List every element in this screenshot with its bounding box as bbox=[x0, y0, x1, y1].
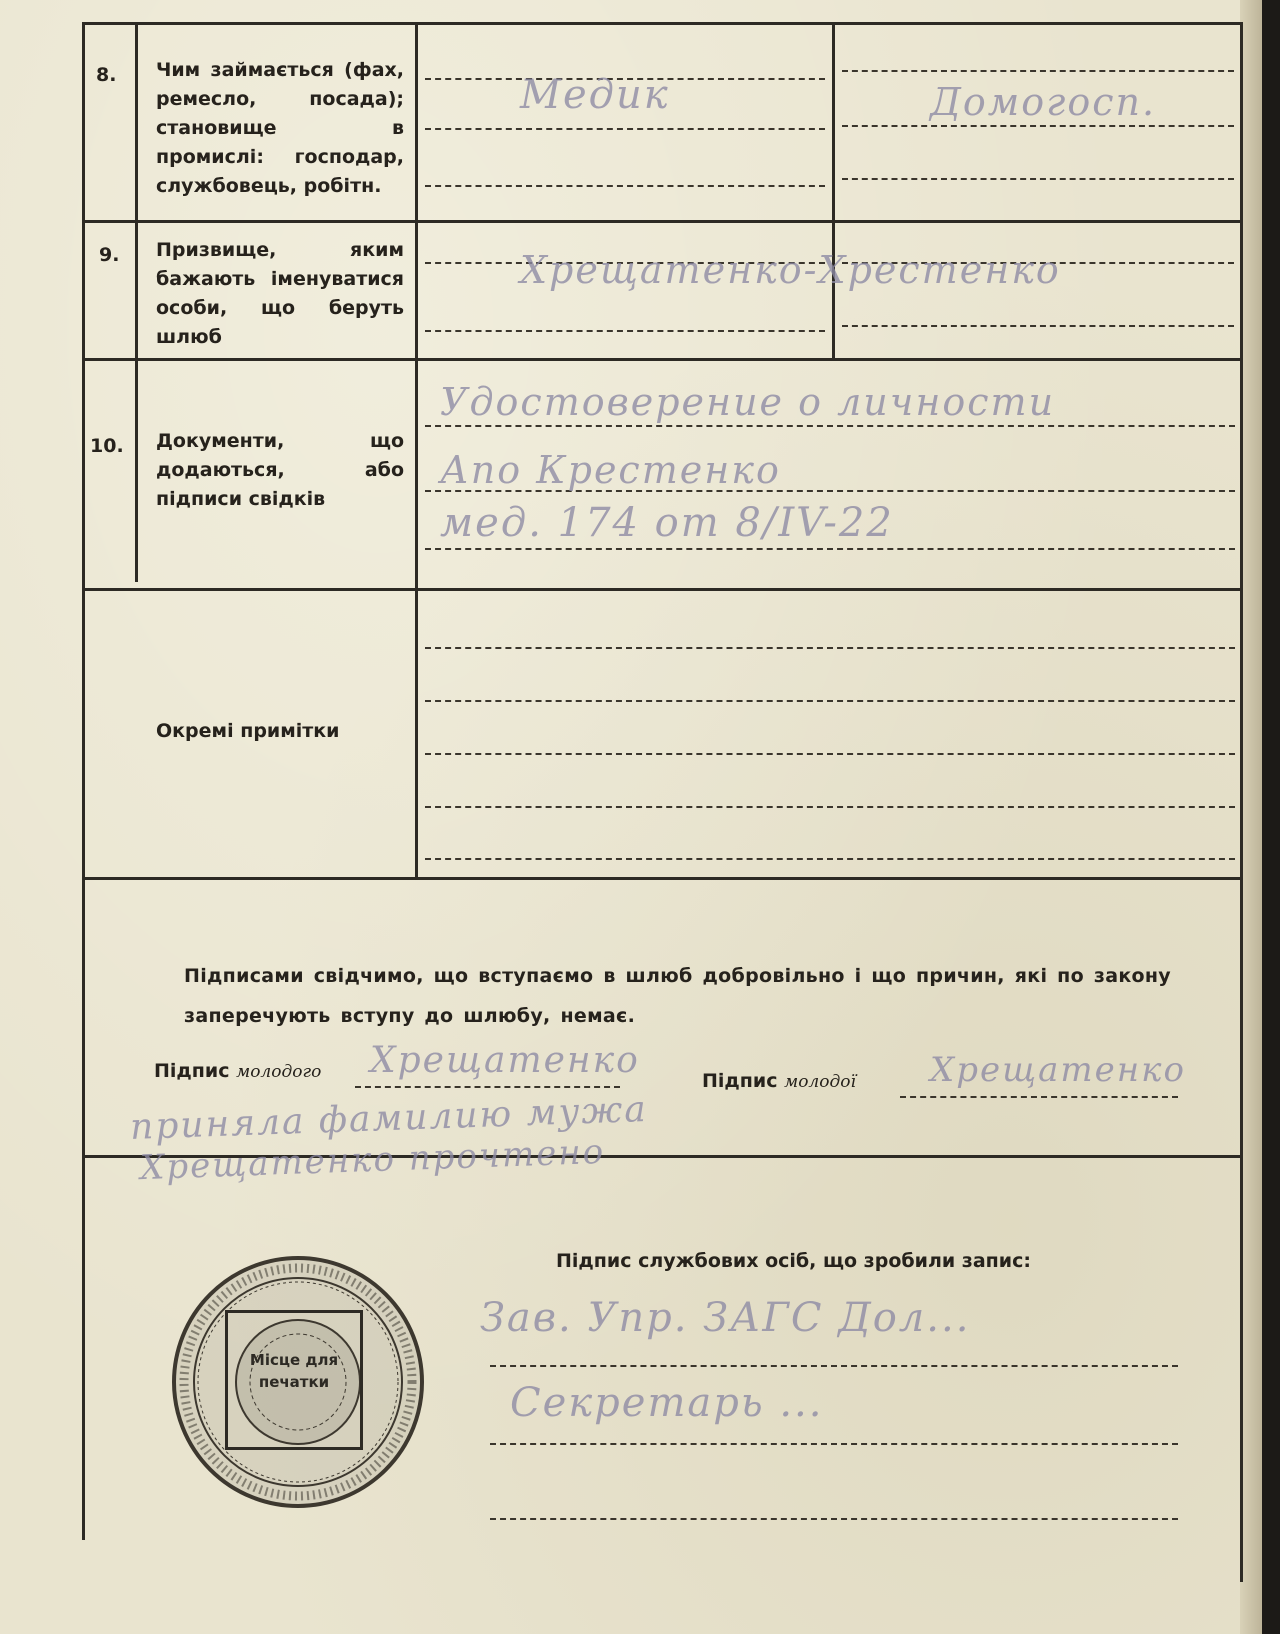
declaration-text: Підписами свідчимо, що вступаємо в шлюб добровільно і що причин, які по закону заперечують вступу до шлюбу, немає. bbox=[184, 965, 1171, 1027]
number-column-divider bbox=[135, 22, 138, 582]
row9-line bbox=[842, 325, 1234, 327]
row8-line bbox=[842, 125, 1234, 127]
label-column-divider bbox=[415, 22, 418, 877]
handwriting: Хрещатенко прочтено bbox=[139, 1131, 606, 1189]
row-label: Чим займається (фах, ремесло, посада); становище в промислі: господар, службовець, робітн. bbox=[156, 59, 404, 197]
row-label: Призвище, яким бажають іменуватися особи, що беруть шлюб bbox=[156, 239, 404, 348]
row8-bottom-border bbox=[82, 220, 1242, 223]
handwriting: Секретарь ... bbox=[510, 1380, 824, 1426]
row8-line bbox=[425, 185, 825, 187]
handwriting: Медик bbox=[520, 72, 670, 118]
row9-line bbox=[425, 330, 825, 332]
notes-line bbox=[425, 700, 1235, 702]
official-signature-line bbox=[490, 1443, 1178, 1445]
handwriting: Хрещатенко bbox=[930, 1050, 1186, 1090]
notes-line bbox=[425, 753, 1235, 755]
row-number: 10. bbox=[90, 435, 124, 457]
row-label: Документи, що додаються, або підписи свідків bbox=[156, 430, 404, 510]
row-number: 8. bbox=[96, 64, 117, 86]
handwriting: Апо Крестенко bbox=[440, 448, 781, 492]
official-signature-line bbox=[490, 1518, 1178, 1520]
notes-label: Окремі примітки bbox=[156, 720, 340, 742]
signature-word: молодого bbox=[236, 1062, 322, 1082]
place-for-seal-text: Місце для печатки bbox=[249, 1351, 339, 1391]
notes-line bbox=[425, 806, 1235, 808]
row10-bottom-border bbox=[82, 588, 1242, 591]
notes-line bbox=[425, 858, 1235, 860]
row-number: 9. bbox=[99, 244, 120, 266]
groom-signature-line bbox=[355, 1086, 620, 1088]
bride-signature-label bbox=[702, 1070, 856, 1092]
row9-bottom-border bbox=[82, 358, 1242, 361]
official-signature-line bbox=[490, 1365, 1178, 1367]
table-right-border bbox=[1240, 22, 1243, 1582]
value-column-divider bbox=[832, 22, 835, 360]
row10-line bbox=[425, 425, 1235, 427]
signature-word: молодої bbox=[784, 1072, 856, 1092]
groom-signature-label bbox=[154, 1060, 321, 1082]
handwriting: Удостоверение о личности bbox=[440, 380, 1056, 424]
handwriting: Хрещатенко-Хрестенко bbox=[520, 248, 1061, 292]
table-left-border bbox=[82, 22, 85, 1540]
officials-label: Підпис службових осіб, що зробили запис: bbox=[556, 1250, 1031, 1272]
handwriting: Домогосп. bbox=[930, 80, 1157, 124]
signature-prefix: Підпис bbox=[154, 1060, 230, 1082]
row8-line bbox=[425, 128, 825, 130]
page-edge bbox=[1240, 0, 1262, 1634]
row10-line bbox=[425, 548, 1235, 550]
table-top-border bbox=[82, 22, 1242, 25]
handwriting: Хрещатенко bbox=[370, 1040, 640, 1081]
signature-prefix: Підпис bbox=[702, 1070, 778, 1092]
bride-signature-line bbox=[900, 1096, 1178, 1098]
handwriting: мед. 174 от 8/IV-22 bbox=[440, 500, 894, 546]
handwriting: Зав. Упр. ЗАГС Дол... bbox=[480, 1295, 971, 1341]
notes-bottom-border bbox=[82, 877, 1242, 880]
row8-line bbox=[842, 70, 1234, 72]
handwriting: приняла фамилию мужа bbox=[129, 1088, 649, 1149]
row8-line bbox=[842, 178, 1234, 180]
notes-line bbox=[425, 647, 1235, 649]
place-for-seal-box bbox=[225, 1310, 363, 1450]
